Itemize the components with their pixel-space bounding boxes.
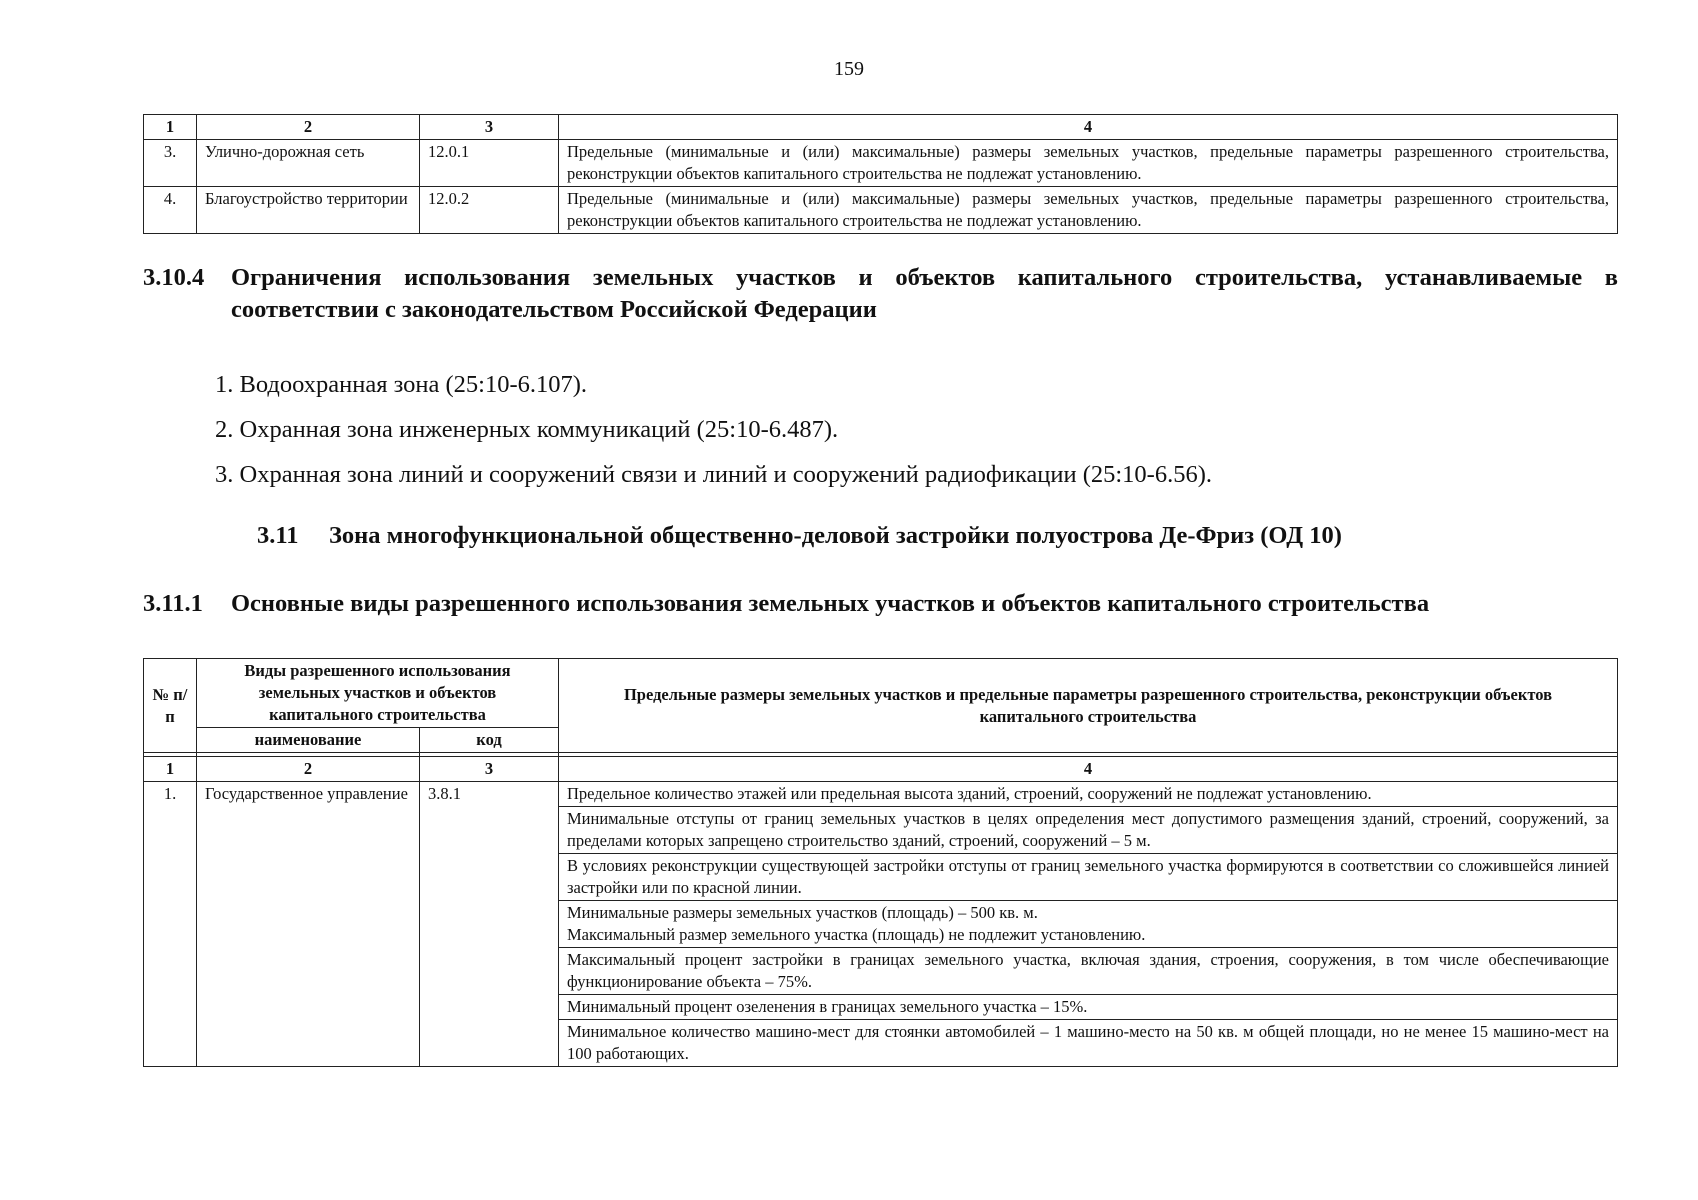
- use-code: 12.0.1: [420, 140, 559, 187]
- use-parameters: Предельные (минимальные и (или) максимальные) размеры земельных участков, предельные параметры разрешенного строительства, реконструкции объектов капитального строительства не подлежат установлению.: [559, 140, 1618, 187]
- col-number-2: 2: [197, 757, 420, 782]
- column-number-row: [144, 757, 1618, 782]
- section-number: 3.11.1: [143, 590, 203, 617]
- param-max-floors: Предельное количество этажей или предельная высота зданий, строений, сооружений не подлежат установлению.: [559, 782, 1618, 807]
- use-name: Государственное управление: [197, 782, 420, 1067]
- param-min-setback: Минимальные отступы от границ земельных участков в целях определения мест допустимого размещения зданий, строений, сооружений, за пределами которых запрещено строительство зданий, строений, сооружений – 5 м.: [559, 807, 1618, 854]
- restrictions-list: [215, 362, 1212, 497]
- param-min-greenery: Минимальный процент озеленения в границах земельного участка – 15%.: [559, 995, 1618, 1020]
- section-heading-3-11-1: [143, 590, 1618, 618]
- header-row-number: № п/п: [144, 659, 197, 753]
- section-title: Основные виды разрешенного использования земельных участков и объектов капитального строительства: [231, 590, 1430, 617]
- use-code: 12.0.2: [420, 187, 559, 234]
- row-number: 4.: [144, 187, 197, 234]
- page-number: 159: [834, 58, 864, 80]
- table-header-row: [144, 659, 1618, 728]
- list-item: 3. Охранная зона линий и сооружений связи и линий и сооружений радиофикации (25:10-6.56).: [215, 461, 1212, 488]
- use-name: Улично-дорожная сеть: [197, 140, 420, 187]
- list-item: 2. Охранная зона инженерных коммуникаций (25:10-6.487).: [215, 416, 839, 443]
- col-number-1: 1: [144, 757, 197, 782]
- col-number-4: 4: [559, 115, 1618, 140]
- row-number: 1.: [144, 782, 197, 1067]
- table-row: [144, 187, 1618, 234]
- section-number: 3.10.4: [143, 264, 205, 291]
- param-max-coverage: Максимальный процент застройки в границах земельного участка, включая здания, строения, сооружения, в том числе обеспечивающие функционирование объекта – 75%.: [559, 948, 1618, 995]
- col-number-3: 3: [420, 115, 559, 140]
- header-code: код: [420, 728, 559, 753]
- col-number-3: 3: [420, 757, 559, 782]
- permitted-use-table-continuation: [143, 114, 1618, 234]
- use-name: Благоустройство территории: [197, 187, 420, 234]
- use-parameters: Предельные (минимальные и (или) максимальные) размеры земельных участков, предельные параметры разрешенного строительства, реконструкции объектов капитального строительства не подлежат установлению.: [559, 187, 1618, 234]
- table-row: [144, 140, 1618, 187]
- col-number-4: 4: [559, 757, 1618, 782]
- section-title: Зона многофункциональной общественно-деловой застройки полуострова Де-Фриз (ОД 10): [329, 522, 1342, 549]
- param-max-plot-size: Максимальный размер земельного участка (площадь) не подлежит установлению.: [567, 925, 1146, 944]
- col-number-1: 1: [144, 115, 197, 140]
- section-number: 3.11: [257, 522, 299, 549]
- col-number-2: 2: [197, 115, 420, 140]
- row-number: 3.: [144, 140, 197, 187]
- use-code: 3.8.1: [420, 782, 559, 1067]
- list-item: 1. Водоохранная зона (25:10-6.107).: [215, 371, 588, 398]
- param-min-plot-size: Минимальные размеры земельных участков (площадь) – 500 кв. м.: [567, 903, 1038, 922]
- section-heading-3-10-4: [143, 262, 1618, 326]
- header-limits: Предельные размеры земельных участков и предельные параметры разрешенного строительства, реконструкции объектов капитального строительства: [559, 659, 1618, 753]
- permitted-use-table: [143, 658, 1618, 1067]
- param-reconstruction-setback: В условиях реконструкции существующей застройки отступы от границ земельного участка формируются в соответствии со сложившейся линией застройки или по красной линии.: [559, 854, 1618, 901]
- header-name: наименование: [197, 728, 420, 753]
- param-plot-size: [559, 901, 1618, 948]
- table-header-row: [144, 115, 1618, 140]
- header-permitted-types: Виды разрешенного использования земельных участков и объектов капитального строительства: [197, 659, 559, 728]
- section-title: Ограничения использования земельных участков и объектов капитального строительства, устанавливаемые в соответствии с законодательством Российской Федерации: [231, 264, 1618, 323]
- section-heading-3-11: [257, 522, 1342, 550]
- table-row: [144, 782, 1618, 807]
- param-parking: Минимальное количество машино-мест для стоянки автомобилей – 1 машино-место на 50 кв. м общей площади, но не менее 15 машино-мест на 100 работающих.: [559, 1020, 1618, 1067]
